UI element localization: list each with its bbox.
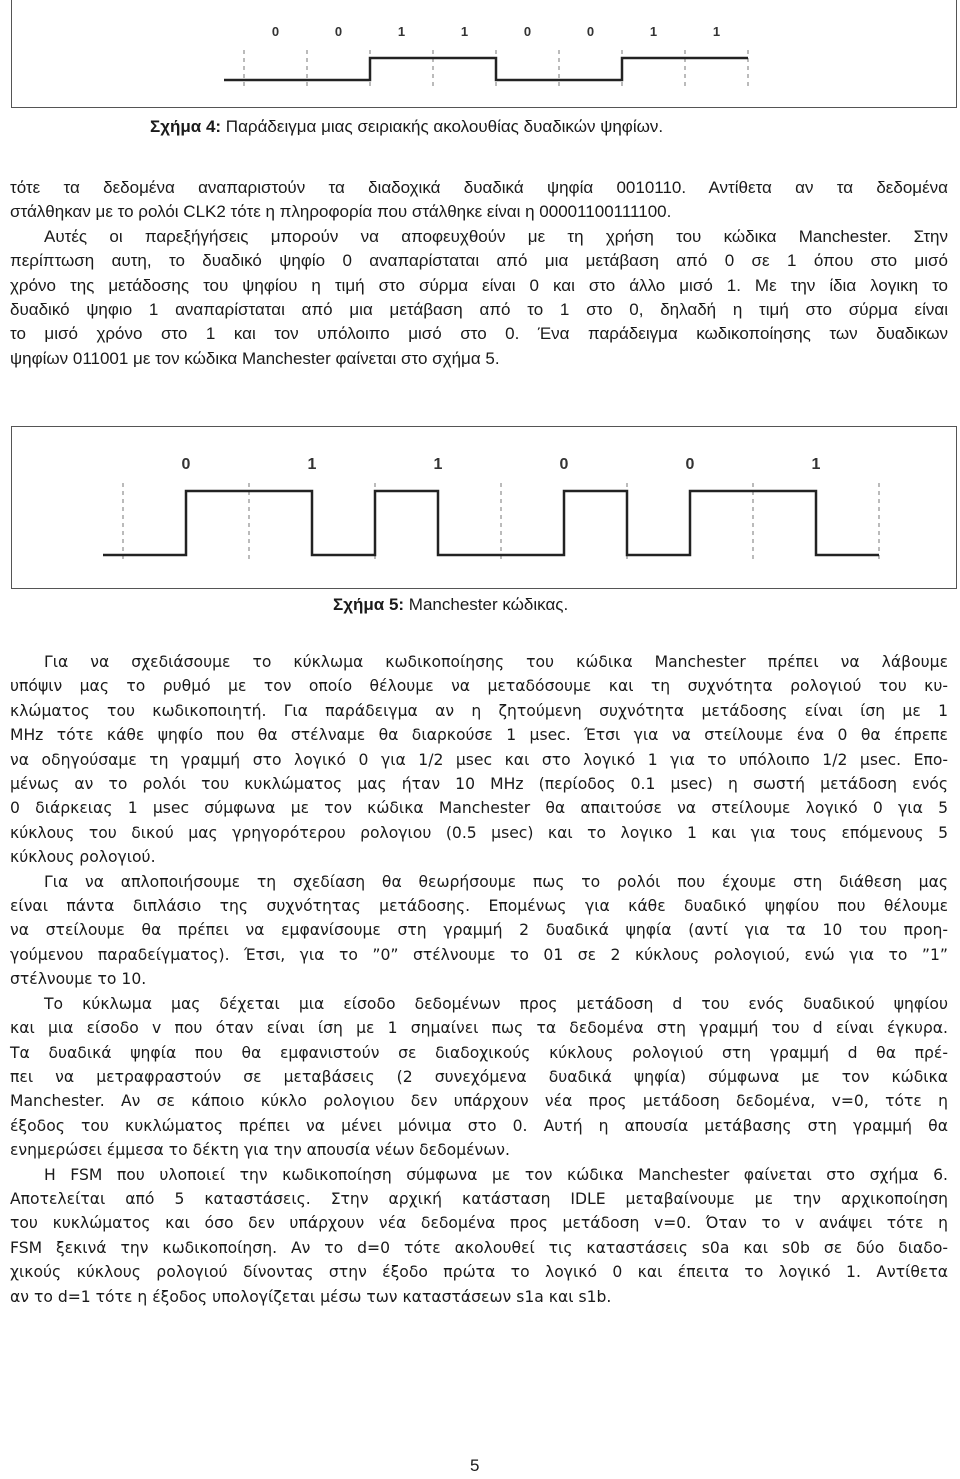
paragraph-line: Για να απλοποιήσουμε τη σχεδίαση θα θεωρήσουμε πως το ρολόι που έχουμε στη διάθεση μας: [44, 872, 948, 891]
bit-label: 1: [649, 24, 658, 39]
figure-5-caption-label: Σχήμα 5:: [333, 595, 405, 614]
paragraph-line: πει να μετραφραστούν σε μεταβάσεις (2 συνεχόμενα δυαδικά ψηφία) σύμφωνα με τον κώδικα: [10, 1067, 948, 1086]
bit-label: 1: [460, 24, 469, 39]
paragraph-1: [10, 176, 948, 371]
paragraph-line: κλώματος του κωδικοποιητή. Για παράδειγμα αν η ζητούμενη συχνότητα μετάδοσης είναι ίση με 1: [10, 701, 948, 720]
figure-4-caption-label: Σχήμα 4:: [150, 117, 222, 136]
bit-label: 0: [586, 24, 595, 39]
paragraph-line: Τα δυαδικά ψηφία που θα εμφανιστούν σε διαδοχικούς κύκλους ρολογιού στη γραμμή d θα πρέ-: [10, 1043, 948, 1062]
paragraph-line: MHz τότε κάθε ψηφίο που θα στέλναμε θα διαρκούσε 1 μsec. Έτσι για να στείλουμε ένα 0 θα έπρεπε: [10, 726, 948, 745]
paragraph-line: του κυκλώματος και όσο δεν υπάρχουν νέα δεδομένα προς μετάδοση v=0. Όταν το v ανάψει τότε η: [10, 1214, 948, 1233]
waveform-group: [224, 24, 748, 86]
paragraph-line: Το κύκλωμα μας δέχεται μια είσοδο δεδομένων προς μετάδοση d του ενός δυαδικού ψηφίου: [44, 994, 948, 1013]
bit-label: 0: [523, 24, 532, 39]
paragraph-2: [10, 650, 948, 1309]
paragraph-line: Για να σχεδιάσουμε το κύκλωμα κωδικοποίησης του κώδικα Manchester πρέπει να λάβουμε: [44, 653, 948, 671]
paragraph-line: τότε τα δεδομένα αναπαριστούν τα διαδοχικά δυαδικά ψηφία 0010110. Αντίθετα αν τα δεδομένα: [10, 178, 948, 197]
paragraph-line: στέλνουμε το 10.: [10, 970, 147, 989]
paragraph-line: χικούς κύκλους ρολογιού δίνοντας στην έξοδο πρώτα το λογικό 0 και έπειτα το λογικό 1. Αντίθετα: [10, 1263, 948, 1282]
paragraph-line: υπόψιν μας το ρυθμό με τον οποίο θέλουμε να μεταδόσουμε και τη συχνότητα ρολογιού του κυ-: [10, 677, 948, 696]
bit-label: 0: [181, 456, 191, 473]
page-number: 5: [470, 1456, 480, 1475]
figure-4-caption-text: Παράδειγμα μιας σειριακής ακολουθίας δυαδικών ψηφίων.: [221, 117, 664, 136]
figure-5-caption: [333, 595, 568, 615]
figure-4-waveform: [12, 0, 956, 106]
paragraph-line: Η FSM που υλοποιεί την κωδικοποίηση σύμφωνα με τον κώδικα Manchester φαίνεται στο σχήμα 6.: [44, 1165, 948, 1184]
figure-5-caption-text: Manchester κώδικας.: [404, 595, 569, 614]
paragraph-line: στάλθηκαν με το ρολόι CLK2 τότε η πληροφορία που στάλθηκε είναι η 00001100111100.: [10, 202, 672, 222]
bit-label: 1: [712, 24, 721, 39]
paragraph-line: το μισό χρόνο στο 1 και τον υπόλοιπο μισό στο 0. Ένα παράδειγμα κωδικοποίησης των δυαδικων: [10, 324, 948, 344]
bit-label: 0: [685, 456, 695, 473]
paragraph-line: γούμενου παραδείγματος). Έτσι, για το ”0” στέλνουμε το 01 σε 2 κύκλους ρολογιού, ενώ για το ”1”: [10, 945, 948, 964]
paragraph-line: κύκλους ρολογιού.: [10, 848, 156, 867]
bit-label: 0: [271, 24, 280, 39]
paragraph-line: χρόνο της μετάδοσης του ψηφίου η τιμή στο σύρμα είναι 0 και στο άλλο μισό 1. Με την ίδια λογικη το: [10, 275, 948, 295]
bit-label: 0: [559, 456, 569, 473]
paragraph-line: ενημερώσει έμμεσα το δέκτη για την απουσία νέων δεδομένων.: [10, 1141, 510, 1160]
paragraph-line: Αποτελείται από 5 καταστάσεις. Στην αρχική κατάσταση IDLE μεταβαίνουμε με την αρχικοποίηση: [10, 1189, 948, 1208]
paragraph-line: έξοδος του κυκλώματος πρέπει να μένει μόνιμα στο 0. Αυτή η απουσία μετάβασης στη γραμμή θα: [10, 1116, 948, 1135]
paragraph-line: να στείλουμε θα πρέπει να εμφανίσουμε στη γραμμή 2 δυαδικά ψηφία (αντί για τα 10 του προη-: [10, 921, 948, 940]
paragraph-line: δυαδικό ψηφιο 1 αναπαρίσταται από μια μετάβαση από το 1 στο 0, δηλαδή η τιμή στο σύρμα είναι: [10, 300, 948, 320]
figure-5-box: [11, 426, 957, 589]
paragraph-line: αν το d=1 τότε η έξοδος υπολογίζεται μέσω των καταστάσεων s1a και s1b.: [10, 1287, 612, 1306]
paragraph-line: FSM ξεκινά την κωδικοποίηση. Αν το d=0 τότε ακολουθεί τις καταστάσεις s0a και s0b σε δύο διαδο-: [10, 1238, 948, 1257]
figure-4-caption: [150, 117, 663, 137]
figure-5-waveform: [12, 427, 956, 588]
bit-label: 1: [811, 456, 821, 473]
paragraph-line: μένως αν το ρολόι του κυκλώματος μας ήταν 10 MHz (περίοδος 0.1 μsec) η σωστή μετάδοση ενός: [10, 775, 948, 794]
bit-label: 1: [433, 456, 443, 473]
paragraph-line: και μια είσοδο v που όταν είναι ίση με 1 σημαίνει πως τα δεδομένα στη γραμμή του d είναι έγκυρα.: [10, 1019, 948, 1038]
bit-label: 1: [397, 24, 406, 39]
paragraph-line: ψηφίων 011001 με τον κώδικα Manchester φαίνεται στο σχήμα 5.: [10, 348, 500, 368]
paragraph-line: να οδηγούσαμε τη γραμμή στο λογικό 0 για 1/2 μsec και στο λογικό 1 για το υπόλοιπο 1/2 μsec. Επο-: [10, 750, 948, 769]
figure-4-box: [11, 0, 957, 108]
paragraph-line: περίπτωση αυτη, το δυαδικό ψηφίο 0 αναπαρίσταται από μια μετάβαση από 0 σε 1 όπου στο μισό: [10, 251, 948, 271]
bit-label: 1: [307, 456, 317, 473]
paragraph-line: Manchester. Αν σε κάποιο κύκλο ρολογιου δεν υπάρχουν νέα προς μετάδοση δεδομένα, v=0, τότε η: [10, 1092, 948, 1111]
signal-line: [103, 491, 879, 555]
paragraph-line: κύκλους του δικού μας γρηγορότερου ρολογιου (0.5 μsec) και το λογικο 1 και για τους επόμενους 5: [10, 823, 948, 842]
signal-line: [224, 58, 748, 80]
bit-label: 0: [334, 24, 343, 39]
paragraph-line: Αυτές οι παρεξήγήσεις μπορούν να αποφευχθούν με τη χρήση του κώδικα Manchester. Στην: [44, 226, 948, 246]
waveform-group: [103, 456, 879, 561]
paragraph-line: 0 διάρκειας 1 μsec σύμφωνα με τον κώδικα Manchester θα απαιτούσε να στείλουμε λογικό 0 για 5: [10, 799, 948, 818]
paragraph-line: είναι πάντα διπλάσιο της συχνότητας μετάδοσης. Επομένως για κάθε δυαδικό ψηφίου που θέλουμε: [10, 897, 948, 916]
